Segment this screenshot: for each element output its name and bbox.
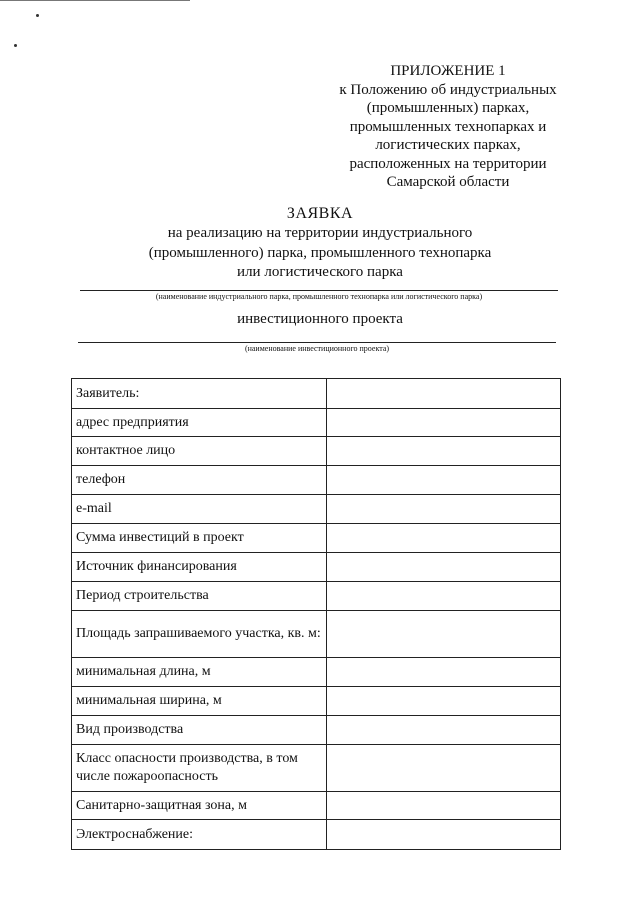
park-name-caption: (наименование индустриального парка, промышленного технопарка или логистического парка) bbox=[155, 292, 483, 301]
field-value[interactable] bbox=[327, 745, 561, 792]
field-value[interactable] bbox=[327, 658, 561, 687]
table-row bbox=[72, 553, 561, 582]
subtitle-line: или логистического парка bbox=[237, 264, 403, 280]
field-label: Вид производства bbox=[72, 716, 327, 745]
field-value[interactable] bbox=[327, 792, 561, 820]
field-label: контактное лицо bbox=[72, 437, 327, 466]
table-row bbox=[72, 582, 561, 611]
appendix-line: логистических парках, bbox=[375, 137, 521, 153]
field-label: e-mail bbox=[72, 495, 327, 524]
appendix-line: к Положению об индустриальных bbox=[339, 81, 557, 98]
field-value[interactable] bbox=[327, 716, 561, 745]
field-value[interactable] bbox=[327, 820, 561, 850]
field-value[interactable] bbox=[327, 687, 561, 716]
table-row bbox=[72, 658, 561, 687]
field-label: Источник финансирования bbox=[72, 553, 327, 582]
field-label: минимальная длина, м bbox=[72, 658, 327, 687]
field-value[interactable] bbox=[327, 495, 561, 524]
table-row bbox=[72, 379, 561, 409]
field-value[interactable] bbox=[327, 611, 561, 658]
project-name-caption: (наименование инвестиционного проекта) bbox=[244, 344, 390, 353]
field-value[interactable] bbox=[327, 409, 561, 437]
field-value[interactable] bbox=[327, 553, 561, 582]
scan-speck bbox=[14, 44, 17, 47]
table-row bbox=[72, 745, 561, 792]
table-row bbox=[72, 792, 561, 820]
field-label: Класс опасности производства, в том числе пожароопасность bbox=[72, 745, 327, 792]
appendix-line: (промышленных) парках, bbox=[366, 100, 530, 116]
field-label: минимальная ширина, м bbox=[72, 687, 327, 716]
field-value[interactable] bbox=[327, 466, 561, 495]
field-label: адрес предприятия bbox=[72, 409, 327, 437]
field-label: Санитарно-защитная зона, м bbox=[72, 792, 327, 820]
field-label: Сумма инвестиций в проект bbox=[72, 524, 327, 553]
table-row bbox=[72, 437, 561, 466]
project-name-blank-line[interactable] bbox=[78, 342, 556, 343]
field-label: Заявитель: bbox=[72, 379, 327, 409]
project-label: инвестиционного проекта bbox=[237, 311, 403, 327]
table-row bbox=[72, 687, 561, 716]
appendix-line: Самарской области bbox=[386, 174, 510, 190]
field-label: Период строительства bbox=[72, 582, 327, 611]
appendix-line: ПРИЛОЖЕНИЕ 1 bbox=[390, 63, 506, 79]
appendix-note bbox=[330, 62, 566, 192]
subtitle-line: (промышленного) парка, промышленного технопарка bbox=[148, 244, 492, 261]
field-label: Электроснабжение: bbox=[72, 820, 327, 850]
appendix-line: промышленных технопарках и bbox=[349, 118, 547, 135]
table-row bbox=[72, 820, 561, 850]
field-label: Площадь запрашиваемого участка, кв. м: bbox=[72, 611, 327, 658]
park-name-blank-line[interactable] bbox=[80, 290, 558, 291]
field-value[interactable] bbox=[327, 524, 561, 553]
application-header bbox=[100, 204, 540, 283]
top-scan-rule bbox=[0, 0, 190, 1]
table-row bbox=[72, 466, 561, 495]
document-title: ЗАЯВКА bbox=[286, 205, 354, 222]
field-value[interactable] bbox=[327, 379, 561, 409]
application-form-table bbox=[71, 378, 561, 850]
table-row bbox=[72, 524, 561, 553]
field-value[interactable] bbox=[327, 582, 561, 611]
document-subtitle bbox=[100, 224, 540, 283]
table-row bbox=[72, 495, 561, 524]
table-row bbox=[72, 409, 561, 437]
subtitle-line: на реализацию на территории индустриального bbox=[167, 225, 473, 241]
field-label: телефон bbox=[72, 466, 327, 495]
field-value[interactable] bbox=[327, 437, 561, 466]
scan-speck bbox=[36, 14, 39, 17]
appendix-line: расположенных на территории bbox=[349, 155, 547, 172]
table-row bbox=[72, 611, 561, 658]
table-row bbox=[72, 716, 561, 745]
